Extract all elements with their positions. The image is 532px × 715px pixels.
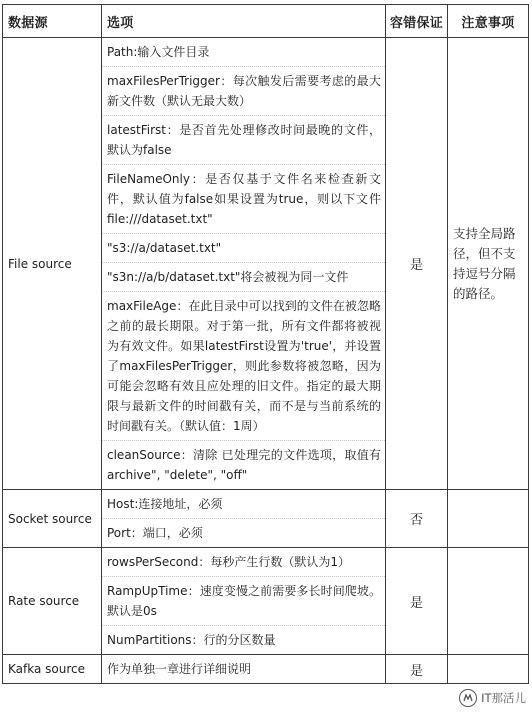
header-source: 数据源 <box>3 5 102 38</box>
options-cell <box>102 490 386 548</box>
option-item: rowsPerSecond：每秒产生行数（默认为1） <box>102 548 385 577</box>
header-notes: 注意事项 <box>448 5 529 38</box>
source-name: Rate source <box>3 548 102 655</box>
source-name: Kafka source <box>3 655 102 684</box>
note-text <box>448 655 529 684</box>
option-item: 作为单独一章进行详细说明 <box>107 662 252 676</box>
note-text <box>448 548 529 655</box>
fault-tolerance-value: 是 <box>386 548 448 655</box>
option-item: RampUpTime：速度变慢之前需要多长时间爬坡。默认是0s <box>102 577 385 626</box>
header-fault-tolerance: 容错保证 <box>386 5 448 38</box>
fault-tolerance-value: 否 <box>386 490 448 548</box>
header-options: 选项 <box>102 5 386 38</box>
option-item: "s3://a/dataset.txt" <box>102 234 385 263</box>
header-row <box>3 5 529 38</box>
fault-tolerance-value: 是 <box>386 38 448 490</box>
table-row-kafka-source <box>3 655 529 684</box>
option-item: cleanSource：清除 已处理完的文件选项，取值有archive", "delete", "off" <box>107 448 381 482</box>
option-item: maxFilesPerTrigger：每次触发后需要考虑的最大新文件数（默认无最大数） <box>102 67 385 116</box>
table-row-socket-source <box>3 490 529 548</box>
fault-tolerance-value: 是 <box>386 655 448 684</box>
option-item: "s3n://a/b/dataset.txt"将会被视为同一文件 <box>102 263 385 292</box>
table-row-file-source <box>3 38 529 490</box>
option-item: maxFileAge：在此目录中可以找到的文件在被忽略之前的最长期限。对于第一批，所有文件都将被视为有效文件。如果latestFirst设置为'true'，并设置了maxFilesPerTrigger，则此参数将被忽略，因为可能会忽略有效且应处理的旧文件。指定的最大期限与最新文件的时间戳有关，而不是与当前系统的时间戳有关。（默认值：1周） <box>102 292 385 441</box>
option-item: latestFirst：是否首先处理修改时间最晚的文件，默认为false <box>102 116 385 165</box>
option-item: NumPartitions：行的分区数量 <box>107 633 276 647</box>
table-row-rate-source <box>3 548 529 655</box>
wechat-channel-icon <box>459 689 477 707</box>
note-text <box>448 490 529 548</box>
options-cell <box>102 655 386 684</box>
watermark-text: IT那活儿 <box>481 691 526 705</box>
source-name: Socket source <box>3 490 102 548</box>
option-item: Host:连接地址，必须 <box>102 490 385 519</box>
option-item: FileNameOnly：是否仅基于文件名来检查新文件，默认值为false如果设置为true，则以下文件file:///dataset.txt" <box>102 165 385 234</box>
note-text: 支持全局路径，但不支持逗号分隔的路径。 <box>448 38 529 490</box>
data-sources-table <box>2 4 529 684</box>
watermark <box>459 689 526 707</box>
option-item: Path:输入文件目录 <box>102 38 385 67</box>
source-name: File source <box>3 38 102 490</box>
options-cell <box>102 38 386 490</box>
option-item: Port：端口，必须 <box>107 526 203 540</box>
options-cell <box>102 548 386 655</box>
